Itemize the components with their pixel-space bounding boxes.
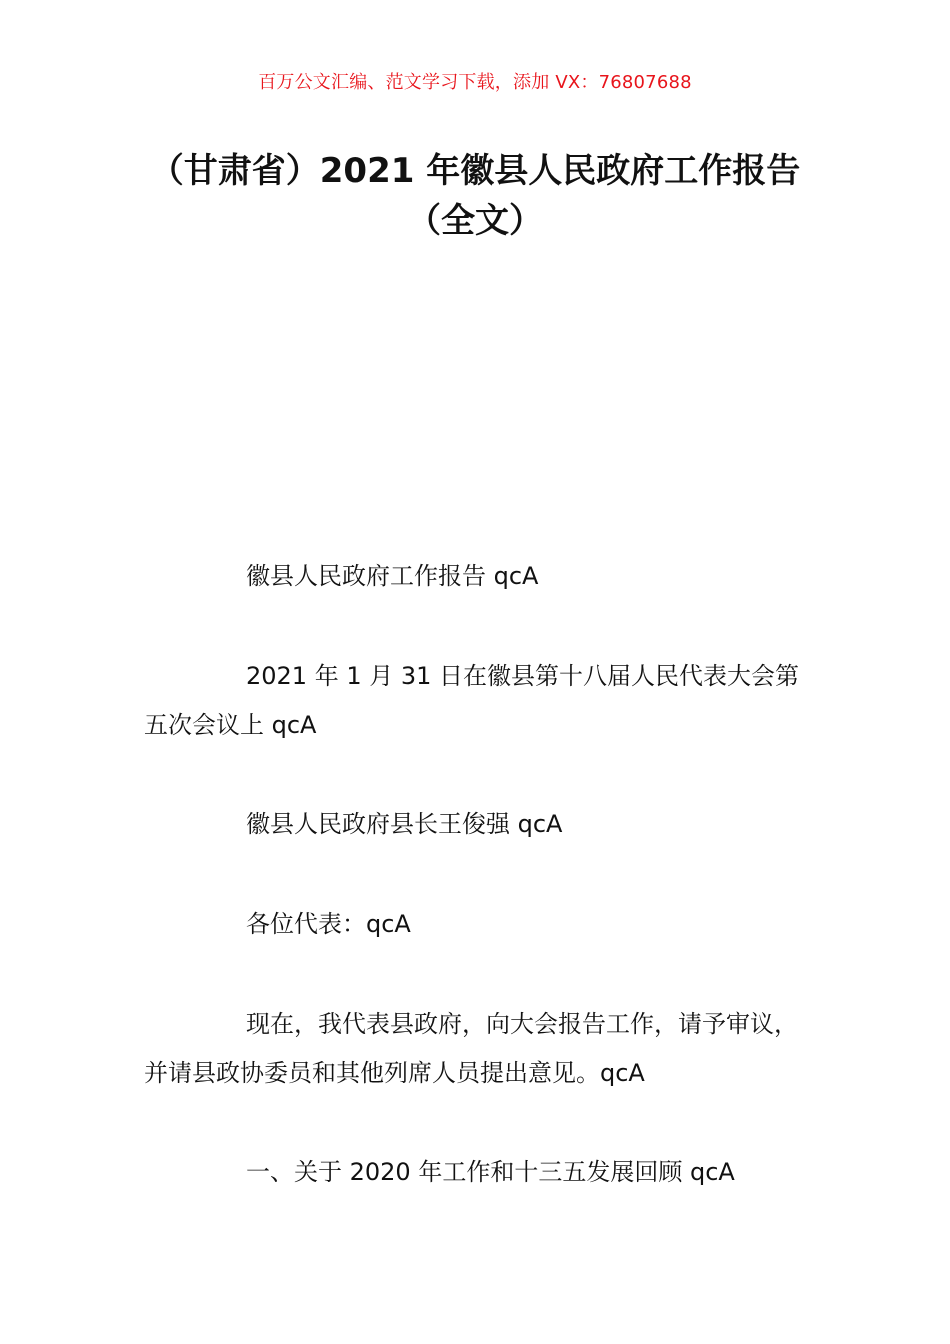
section-heading-review: 一、关于 2020 年工作和十三五发展回顾 qcA xyxy=(246,1158,735,1186)
header-watermark-note: 百万公文汇编、范文学习下载，添加 VX：76807688 xyxy=(258,72,692,93)
paragraph-meeting-date: 2021 年 1 月 31 日在徽县第十八届人民代表大会第五次会议上 qcA xyxy=(144,662,800,739)
paragraph-report-name: 徽县人民政府工作报告 qcA xyxy=(246,562,539,590)
paragraph-salutation: 各位代表：qcA xyxy=(246,910,411,938)
paragraph-speaker: 徽县人民政府县长王俊强 qcA xyxy=(246,810,563,838)
document-title-line-1: （甘肃省）2021 年徽县人民政府工作报告 xyxy=(149,151,801,191)
document-title-line-2: （全文） xyxy=(407,201,543,241)
paragraph-opening: 现在，我代表县政府，向大会报告工作，请予审议，并请县政协委员和其他列席人员提出意见。qcA xyxy=(144,1010,798,1087)
document-title xyxy=(110,146,840,246)
